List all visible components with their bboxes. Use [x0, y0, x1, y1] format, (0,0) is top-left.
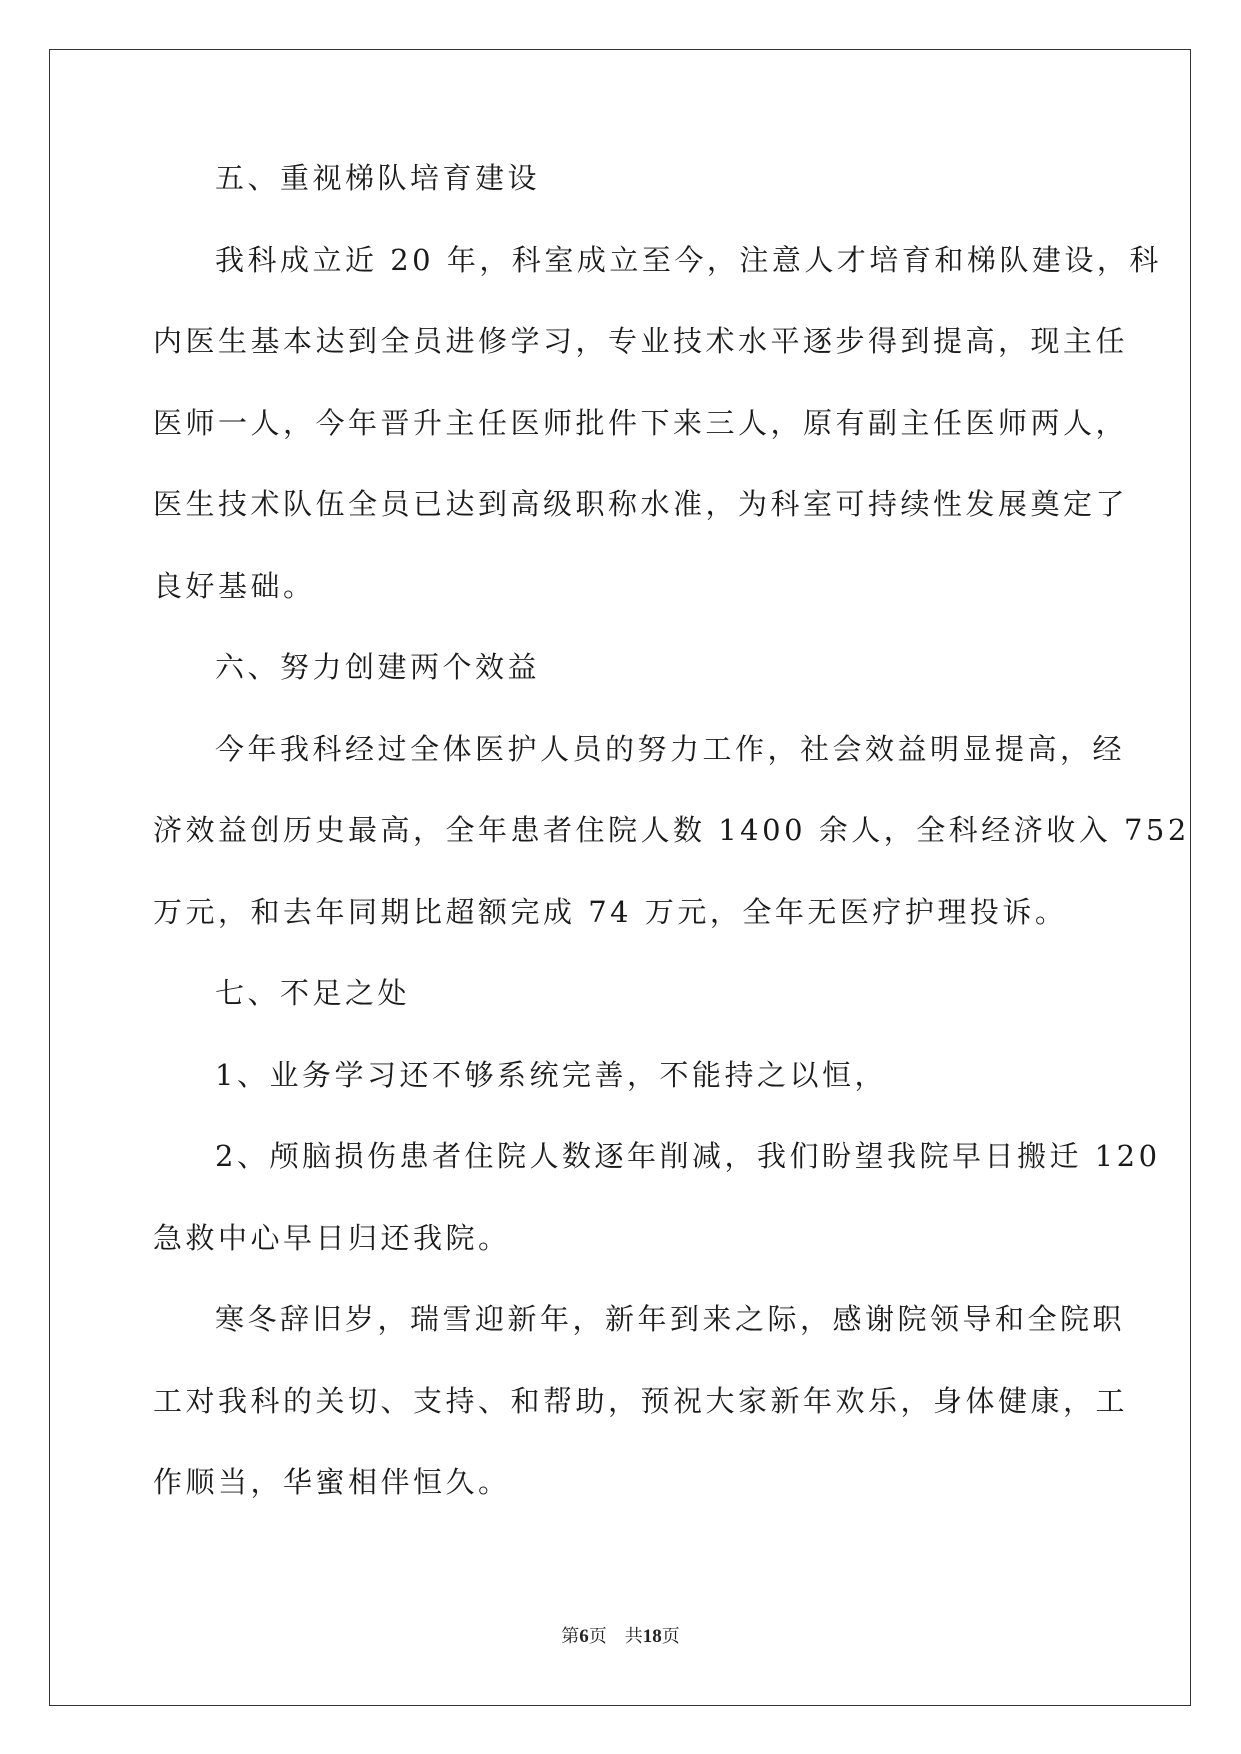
- paragraph-line: 医师一人，今年晋升主任医师批件下来三人，原有副主任医师两人，: [153, 405, 1129, 440]
- page-number: 6: [579, 1626, 589, 1647]
- section-heading: 七、不足之处: [215, 976, 411, 1010]
- paragraph-line: 济效益创历史最高，全年患者住院人数 1400 余人，全科经济收入 752: [153, 813, 1190, 847]
- paragraph-line: 医生技术队伍全员已达到高级职称水准，为科室可持续性发展奠定了: [153, 487, 1129, 521]
- paragraph-line: 今年我科经过全体医护人员的努力工作，社会效益明显提高，经: [215, 731, 1126, 766]
- footer-prefix: 第: [561, 1626, 580, 1647]
- list-item: 2、颅脑损伤患者住院人数逐年削减，我们盼望我院早日搬迁 120: [215, 1139, 1161, 1173]
- page-footer: [0, 1625, 1241, 1649]
- paragraph-line: 寒冬辞旧岁，瑞雪迎新年，新年到来之际，感谢院领导和全院职: [215, 1302, 1126, 1336]
- footer-total-suffix: 页: [661, 1626, 680, 1647]
- document-body: [153, 158, 1190, 1544]
- paragraph-line: 工对我科的关切、支持、和帮助，预祝大家新年欢乐，身体健康，工: [153, 1383, 1129, 1418]
- paragraph-line: 作顺当，华蜜相伴恒久。: [153, 1465, 511, 1499]
- paragraph-line: 万元，和去年同期比超额完成 74 万元，全年无医疗护理投诉。: [153, 894, 1068, 929]
- paragraph-line: 良好基础。: [153, 568, 316, 603]
- total-pages: 18: [642, 1626, 662, 1647]
- paragraph-line: 我科成立近 20 年，科室成立至今，注意人才培育和梯队建设，科: [215, 242, 1162, 277]
- section-heading: 六、努力创建两个效益: [215, 650, 541, 684]
- list-item-continuation: 急救中心早日归还我院。: [153, 1220, 511, 1255]
- section-heading: 五、重视梯队培育建设: [215, 161, 541, 195]
- footer-page-suffix: 页: [588, 1626, 607, 1647]
- list-item: 1、业务学习还不够系统完善，不能持之以恒，: [215, 1057, 887, 1092]
- footer-total-prefix: 共: [624, 1626, 643, 1647]
- paragraph-line: 内医生基本达到全员进修学习，专业技术水平逐步得到提高，现主任: [153, 324, 1129, 358]
